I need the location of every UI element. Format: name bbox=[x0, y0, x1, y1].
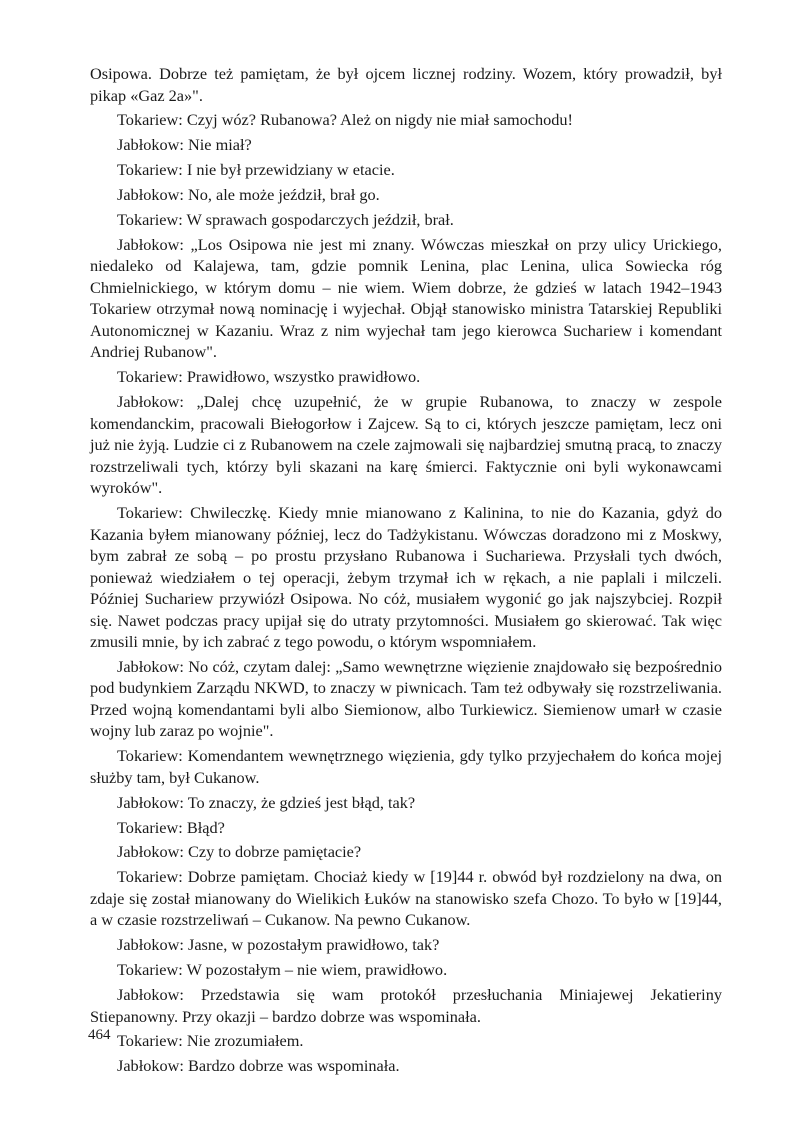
paragraph-11: Jabłokow: No cóż, czytam dalej: „Samo wewnętrzne więzienie znajdowało się bezpośrednio pod budynkiem Zarządu NKWD, to znaczy w piwnicach. Tam też odbywały się rozstrzeliwania. Przed wojną komendantami byli albo Siemionow, albo Turkiewicz. Siemienow umarł w czasie wojny lub zaraz po wojnie". bbox=[90, 656, 722, 741]
paragraph-15: Jabłokow: Czy to dobrze pamiętacie? bbox=[117, 842, 362, 862]
paragraph-8: Tokariew: Prawidłowo, wszystko prawidłowo. bbox=[117, 367, 421, 387]
paragraph-4: Tokariew: I nie był przewidziany w etacie. bbox=[117, 160, 395, 180]
paragraph-6: Tokariew: W sprawach gospodarczych jeździł, brał. bbox=[117, 209, 454, 229]
paragraph-14: Tokariew: Błąd? bbox=[117, 817, 225, 837]
paragraph-7: Jabłokow: „Los Osipowa nie jest mi znany. Wówczas mieszkał on przy ulicy Urickiego, niedaleko od Kalajewa, tam, gdzie pomnik Lenina, plac Lenina, ulica Sowiecka róg Chmielnickiego, w którym domu – nie wiem. Wiem dobrze, że gdzieś w latach 1942–1943 Tokariew otrzymał nową nominację i wyjechał. Objął stanowisko ministra Tatarskiej Republiki Autonomicznej w Kazaniu. Wraz z nim wyjechał tam jego kierowca Suchariew i komendant Andriej Rubanow". bbox=[90, 234, 722, 362]
paragraph-2: Tokariew: Czyj wóz? Rubanowa? Ależ on nigdy nie miał samochodu! bbox=[117, 110, 573, 130]
paragraph-19: Jabłokow: Przedstawia się wam protokół przesłuchania Miniajewej Jekatieriny Stiepanowny. Przy okazji – bardzo dobrze was wspominała. bbox=[90, 985, 722, 1026]
paragraph-17: Jabłokow: Jasne, w pozostałym prawidłowo, tak? bbox=[117, 935, 440, 955]
paragraph-18: Tokariew: W pozostałym – nie wiem, prawidłowo. bbox=[117, 960, 448, 980]
paragraph-16: Tokariew: Dobrze pamiętam. Chociaż kiedy w [19]44 r. obwód był rozdzielony na dwa, on zdaje się został mianowany do Wielikich Łuków na stanowisko szefa Chozo. To było w [19]44, a w czasie rozstrzeliwań – Cukanow. Na pewno Cukanow. bbox=[90, 867, 722, 930]
page-body bbox=[90, 63, 722, 1080]
paragraph-5: Jabłokow: No, ale może jeździł, brał go. bbox=[117, 185, 380, 205]
page-number: 464 bbox=[88, 1027, 111, 1043]
paragraph-13: Jabłokow: To znaczy, że gdzieś jest błąd, tak? bbox=[117, 792, 416, 812]
paragraph-3: Jabłokow: Nie miał? bbox=[117, 135, 252, 155]
paragraph-9: Jabłokow: „Dalej chcę uzupełnić, że w grupie Rubanowa, to znaczy w zespole komendanckim, pracowali Biełogorłow i Zajcew. Są to ci, których jeszcze pamiętam, lecz oni już nie żyją. Ludzie ci z Rubanowem na czele zajmowali się najbardziej smutną pracą, to znaczy rozstrzeliwali tych, którzy byli skazani na karę śmierci. Faktycznie oni byli wykonawcami wyroków". bbox=[90, 392, 722, 498]
paragraph-1: Osipowa. Dobrze też pamiętam, że był ojcem licznej rodziny. Wozem, który prowadził, był pikap «Gaz 2a»". bbox=[90, 64, 722, 105]
paragraph-12: Tokariew: Komendantem wewnętrznego więzienia, gdy tylko przyjechałem do końca mojej służby tam, był Cukanow. bbox=[90, 746, 722, 787]
paragraph-10: Tokariew: Chwileczkę. Kiedy mnie mianowano z Kalinina, to nie do Kazania, gdyż do Kazania byłem mianowany później, lecz do Tadżykistanu. Wówczas doradzono mi z Moskwy, bym zabrał ze sobą – po prostu przysłano Rubanowa i Suchariewa. Przysłali tych dwóch, ponieważ wiedziałem o tej operacji, żebym trzymał ich w rękach, a nie paplali i milczeli. Później Suchariew przywiózł Osipowa. No cóż, musiałem wygonić go jak najszybciej. Rozpił się. Nawet podczas pracy upijał się do utraty przytomności. Musiałem go skierować. Tak więc zmusili mnie, by ich zabrać z tego powodu, o którym wspomniałem. bbox=[90, 503, 722, 652]
paragraph-20: Tokariew: Nie zrozumiałem. bbox=[117, 1031, 304, 1051]
paragraph-21: Jabłokow: Bardzo dobrze was wspominała. bbox=[117, 1056, 400, 1076]
